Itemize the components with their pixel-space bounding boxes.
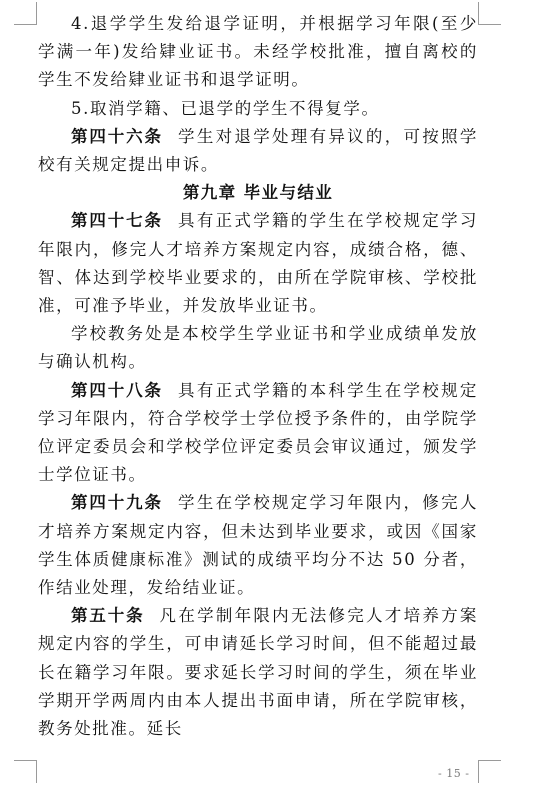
article-spacer (145, 606, 160, 625)
paragraph-academic-affairs (38, 320, 478, 376)
chapter-heading (38, 179, 478, 207)
article-49 (38, 489, 478, 602)
article-text: 学生对退学处理有异议的，可按照学校有关规定提出申诉。 (38, 126, 478, 175)
article-spacer (163, 127, 178, 146)
article-text: 学生在学校规定学习年限内，修完人才培养方案规定内容，但未达到毕业要求，或因《国家学生体质健康标准》测试的成绩平均分不达 50 分者，作结业处理，发给结业证。 (38, 493, 478, 598)
crop-mark-bottom-left (14, 760, 37, 783)
article-48 (38, 377, 478, 490)
article-text: 具有正式学籍的本科学生在学校规定学习年限内，符合学校学士学位授予条件的，由学院学位评定委员会和学校学位评定委员会审议通过，颁发学士学位证书。 (38, 380, 478, 485)
article-label: 第四十九条 (71, 493, 163, 513)
crop-mark-top-right (478, 2, 501, 25)
article-spacer (163, 381, 178, 400)
article-label: 第五十条 (71, 606, 145, 626)
article-46 (38, 123, 478, 179)
paragraph-text: 学校教务处是本校学生学业证书和学业成绩单发放与确认机构。 (38, 324, 478, 372)
paragraph-item-4 (38, 10, 478, 95)
paragraph-text: 4.退学学生发给退学证明，并根据学习年限(至少学满一年)发给肄业证书。未经学校批准，擅自离校的学生不发给肄业证书和退学证明。 (38, 14, 478, 90)
article-spacer (163, 493, 178, 512)
article-50 (38, 602, 478, 743)
article-label: 第四十六条 (71, 126, 163, 146)
paragraph-item-5 (38, 95, 478, 123)
chapter-title: 第九章 毕业与结业 (182, 183, 334, 203)
paragraph-text: 5.取消学籍、已退学的学生不得复学。 (71, 98, 380, 118)
article-text: 凡在学制年限内无法修完人才培养方案规定内容的学生，可申请延长学习时间，但不能超过最长在籍学习年限。要求延长学习时间的学生，须在毕业学期开学两周内由本人提出书面申请，所在学院审核，教务处批准。延长 (38, 606, 478, 739)
crop-mark-top-left (14, 2, 37, 25)
article-spacer (163, 211, 178, 230)
article-text: 具有正式学籍的学生在学校规定学习年限内，修完人才培养方案规定内容，成绩合格，德、智、体达到学校毕业要求的，由所在学院审核、学校批准，可准予毕业，并发放毕业证书。 (38, 211, 478, 316)
page-number: - 15 - (438, 767, 470, 780)
article-47 (38, 207, 478, 320)
article-label: 第四十七条 (71, 211, 163, 231)
document-body (38, 10, 478, 743)
crop-mark-bottom-right (478, 760, 501, 783)
article-label: 第四十八条 (71, 380, 163, 400)
